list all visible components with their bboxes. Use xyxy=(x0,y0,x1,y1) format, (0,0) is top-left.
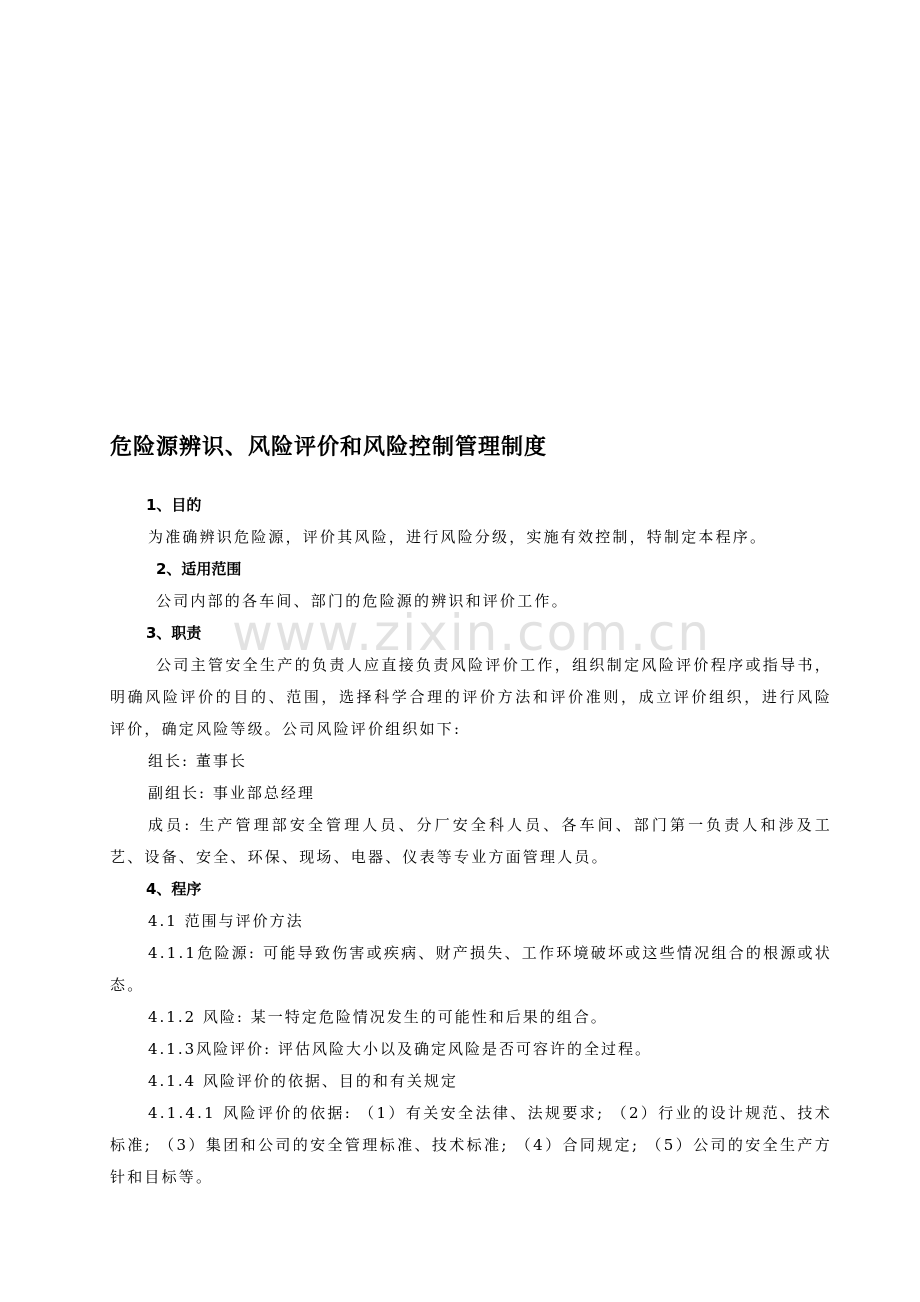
section-1-text: 为准确辨识危险源，评价其风险，进行风险分级，实施有效控制，特制定本程序。 xyxy=(148,528,768,546)
document-body xyxy=(110,430,832,1193)
section-2-text: 公司内部的各车间、部门的危险源的辨识和评价工作。 xyxy=(156,592,569,610)
section-3-text: 公司主管安全生产的负责人应直接负责风险评价工作，组织制定风险评价程序或指导书，明确风险评价的目的、范围，选择科学合理的评价方法和评价准则，成立评价组织，进行风险评价，确定风险等级。公司风险评价组织如下: xyxy=(110,656,832,738)
section-1-heading: 1、目的 xyxy=(146,496,202,514)
clause-4-1: 4.1 范围与评价方法 xyxy=(148,912,304,930)
section-3-vice-leader: 副组长: 事业部总经理 xyxy=(148,784,315,802)
section-4-heading: 4、程序 xyxy=(146,880,202,898)
watermark: www.zixin.com.cn xyxy=(232,604,712,662)
section-2-heading: 2、适用范围 xyxy=(156,560,242,578)
clause-4-1-4-1: 4.1.4.1 风险评价的依据: （1）有关安全法律、法规要求; （2）行业的设计规范、技术标准; （3）集团和公司的安全管理标准、技术标准; （4）合同规定; （5）公司的安全生产方针和目标等。 xyxy=(110,1104,832,1186)
document-title: 危险源辨识、风险评价和风险控制管理制度 xyxy=(110,435,548,460)
clause-4-1-1: 4.1.1危险源: 可能导致伤害或疾病、财产损失、工作环境破坏或这些情况组合的根源或状态。 xyxy=(110,944,832,994)
section-3-heading: 3、职责 xyxy=(146,624,202,642)
section-3-leader: 组长: 董事长 xyxy=(148,752,247,770)
clause-4-1-4: 4.1.4 风险评价的依据、目的和有关规定 xyxy=(148,1072,458,1090)
clause-4-1-2: 4.1.2 风险: 某一特定危险情况发生的可能性和后果的组合。 xyxy=(148,1008,608,1026)
section-3-members: 成员: 生产管理部安全管理人员、分厂安全科人员、各车间、部门第一负责人和涉及工艺、设备、安全、环保、现场、电器、仪表等专业方面管理人员。 xyxy=(110,816,832,866)
clause-4-1-3: 4.1.3风险评价: 评估风险大小以及确定风险是否可容许的全过程。 xyxy=(148,1040,652,1058)
